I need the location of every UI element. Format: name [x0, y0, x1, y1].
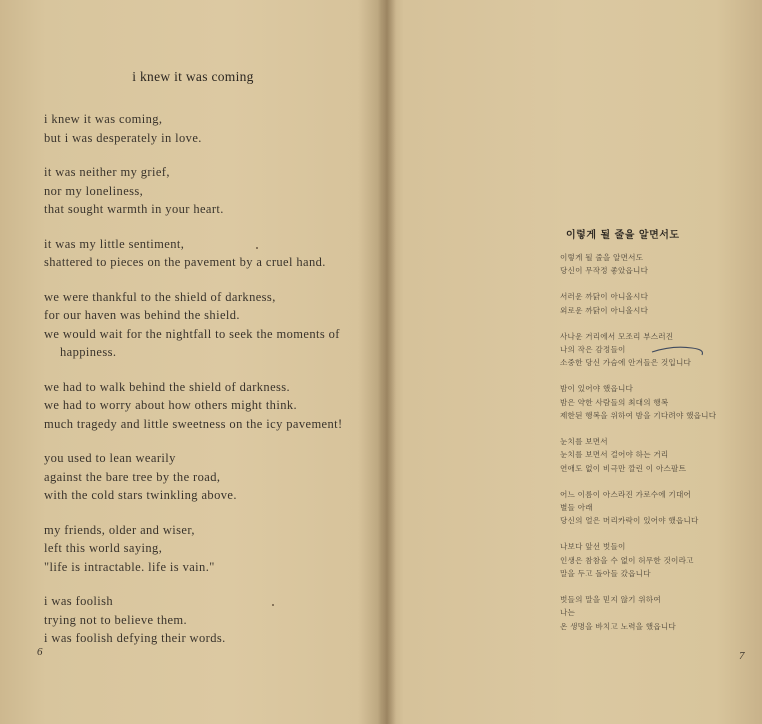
poem-line: 이렇게 될 줄을 알면서도: [560, 253, 644, 262]
poem-line: that sought warmth in your heart.: [44, 202, 224, 216]
poem-line: it was neither my grief,: [44, 165, 170, 179]
poem-line: you used to lean wearily: [44, 451, 176, 465]
poem-line: 눈치를 보면서 걸어야 하는 거리: [560, 450, 669, 460]
page-number-left: 6: [37, 646, 43, 658]
poem-line: 당신이 무작정 좋았읍니다: [560, 266, 649, 276]
poem-line: happiness.: [60, 345, 117, 359]
stanza-gap: [560, 370, 760, 383]
stanza-gap: [44, 219, 374, 235]
poem-title-english: i knew it was coming: [132, 69, 254, 84]
poem-line: 밤이 있어야 했읍니다: [560, 384, 634, 394]
stanza-gap: [44, 505, 374, 521]
poem-line: 외로운 까닭이 아니올시다: [560, 305, 649, 315]
right-page: [390, 0, 762, 724]
poem-line: 나는: [560, 608, 576, 618]
stanza-gap: [44, 147, 374, 163]
poem-line: we were thankful to the shield of darkness,: [44, 289, 276, 304]
poem-line: 말을 두고 돌아들 갔읍니다: [560, 569, 651, 579]
poem-line: with the cold stars twinkling above.: [44, 488, 237, 502]
poem-line: trying not to believe them.: [44, 612, 188, 627]
stanza-gap: [560, 422, 760, 435]
pen-annotation-mark: [650, 340, 710, 358]
poem-line: 별들 아래: [560, 502, 593, 512]
poem-line: 서러운 까닭이 아니올시다: [560, 292, 649, 302]
poem-line: i was foolish: [44, 594, 114, 608]
poem-line: i knew it was coming,: [44, 112, 163, 126]
stanza-gap: [560, 528, 760, 541]
poem-line: 어느 이름이 아스라진 가로수에 기대어: [560, 489, 692, 499]
poem-line: much tragedy and little sweetness on the icy pavement!: [44, 416, 343, 431]
poem-line: my friends, older and wiser,: [44, 522, 195, 537]
poem-line: shattered to pieces on the pavement by a cruel hand.: [44, 255, 326, 269]
page-number-right: 7: [739, 650, 745, 662]
poem-line: left this world saying,: [44, 541, 163, 555]
stanza-gap: [44, 272, 374, 288]
stanza-gap: [560, 580, 760, 593]
poem-line: we would wait for the nightfall to seek the moments of: [44, 326, 340, 341]
poem-line: 나보다 앞선 벗들이: [560, 542, 626, 552]
stanza-gap: [560, 475, 760, 488]
poem-line: 제한된 행복을 위하여 밤을 기다려야 했읍니다: [560, 411, 717, 421]
poem-line: nor my loneliness,: [44, 183, 144, 198]
poem-line: but i was desperately in love.: [44, 130, 202, 145]
stanza-gap: [560, 278, 760, 291]
poem-line: 온 생명을 바치고 노력을 했읍니다: [560, 621, 676, 631]
poem-line: 인생은 참참을 수 없이 허무한 것이라고: [560, 555, 694, 565]
poem-line: 소중한 당신 가슴에 안겨들은 것입니다: [560, 358, 692, 368]
paper-speck: [272, 604, 274, 606]
poem-line: 나의 작은 감정들이: [560, 344, 626, 354]
poem-line: it was my little sentiment,: [44, 236, 185, 251]
poem-title-korean: 이렇게 될 줄을 알면서도: [566, 230, 680, 241]
poem-body-english: [44, 110, 374, 648]
poem-line: "life is intractable. life is vain.": [44, 559, 215, 574]
poem-line: 당신의 얼은 머리카락이 있어야 했읍니다: [560, 516, 699, 526]
stanza-gap: [44, 433, 374, 449]
poem-line: 연애도 없이 비극만 깔린 이 아스팔트: [560, 463, 687, 473]
paper-speck: [256, 247, 258, 249]
poem-body-korean: [560, 251, 760, 633]
poem-line: we had to walk behind the shield of darkness.: [44, 379, 291, 394]
poem-line: against the bare tree by the road,: [44, 469, 221, 484]
stanza-gap: [44, 576, 374, 592]
poem-line: i was foolish defying their words.: [44, 631, 226, 645]
stanza-gap: [560, 317, 760, 330]
poem-line: for our haven was behind the shield.: [44, 308, 240, 322]
poem-line: we had to worry about how others might think.: [44, 398, 298, 412]
poem-line: 밤은 약한 사람들의 최대의 행복: [560, 397, 669, 407]
poem-line: 사나운 거리에서 모조리 부스러진: [560, 331, 674, 341]
poem-line: 벗들의 말을 믿지 않기 위하여: [560, 594, 661, 604]
stanza-gap: [44, 362, 374, 378]
poem-line: 눈치를 보면서: [560, 436, 608, 446]
